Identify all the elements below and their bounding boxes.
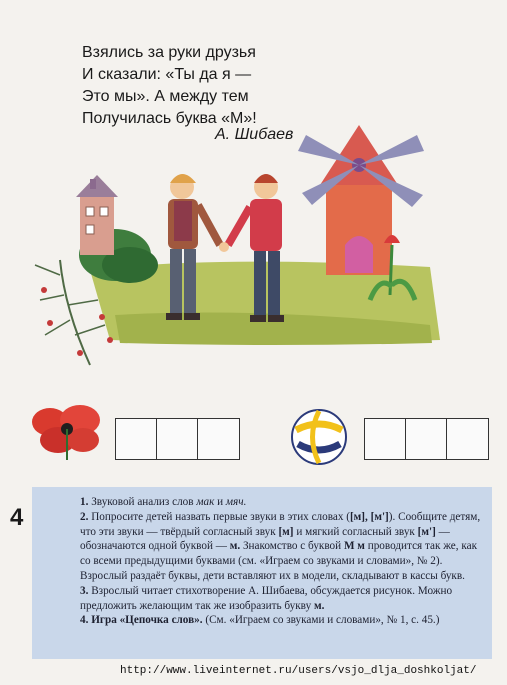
page-number: 4 — [10, 504, 24, 531]
sound-model-boxes-2 — [364, 418, 489, 460]
ball-icon — [288, 408, 350, 466]
footer-url[interactable]: http://www.liveinternet.ru/users/vsjo_dlja_doshkoljat/ — [120, 665, 477, 677]
sound-cell[interactable] — [447, 419, 488, 459]
sound-cell[interactable] — [365, 419, 406, 459]
note-item-2: 2. Попросите детей назвать первые звуки в этих словах ([м], [м']). Сообщите детям, что эти звуки — твёрдый согласный звук [м] и мягкий согласный звук [м'] — обозначаются одной буквой — м. Знакомство с буквой М м проводится так же, как со всеми предыдущими буквами (см. «Играем со звуками и словами», № 2). Взрослый раздаёт буквы, дети вставляют их в модели, складывают в кассы букв. — [80, 510, 481, 582]
poem-line: Это мы». А между тем — [82, 88, 249, 105]
house-icon — [76, 175, 118, 255]
sound-cell[interactable] — [198, 419, 239, 459]
teacher-notes — [32, 487, 492, 659]
notes-text — [80, 495, 485, 628]
poem-line: И сказали: «Ты да я — — [82, 66, 252, 83]
poem-author: А. Шибаев — [215, 126, 294, 143]
sound-cell[interactable] — [406, 419, 447, 459]
poem-line: Взялись за руки друзья — [82, 44, 256, 61]
windmill-icon — [298, 125, 424, 275]
sound-cell[interactable] — [157, 419, 198, 459]
illustration — [20, 95, 450, 375]
note-item-1: 1. Звуковой анализ слов мак и мяч. — [80, 496, 247, 508]
poem-line: Получилась буква «М»! — [82, 110, 257, 127]
poppy-flower-icon — [28, 398, 106, 462]
note-item-3: 3. Взрослый читает стихотворение А. Шибаева, обсуждается рисунок. Можно предложить желающим так же изобразить букву м. — [80, 584, 453, 612]
sound-cell[interactable] — [116, 419, 157, 459]
note-item-4: 4. Игра «Цепочка слов». (См. «Играем со звуками и словами», № 1, с. 45.) — [80, 614, 440, 627]
sound-model-boxes-1 — [115, 418, 240, 460]
